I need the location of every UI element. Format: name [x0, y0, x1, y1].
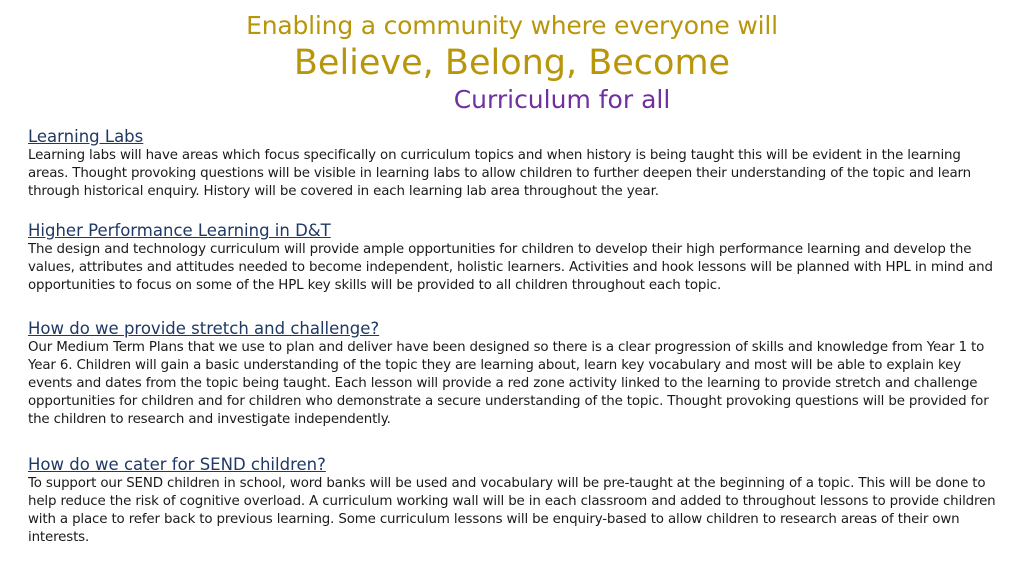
section-hpl-dt: [28, 220, 996, 295]
section-send: [28, 454, 996, 547]
section-heading: Learning Labs: [28, 127, 144, 146]
content-body: [28, 126, 996, 547]
section-text: Our Medium Term Plans that we use to plan and deliver have been designed so there is a clear progression of skills and knowledge from Year 1 to Year 6. Children will gain a basic understanding of the topic they are learning about, learn key vocabulary and most will be able to explain key events and dates from the topic being taught. Each lesson will provide a red zone activity linked to the learning to provide stretch and challenge opportunities for children and for children who demonstrate a secure understanding of the topic. Thought provoking questions will be provided for the children to research and investigate independently.: [28, 340, 989, 427]
header-tagline: Enabling a community where everyone will: [246, 11, 778, 40]
section-text: Learning labs will have areas which focus specifically on curriculum topics and when history is being taught this will be evident in the learning areas. Thought provoking questions will be visible in learning labs to allow children to further deepen their understanding of the topic and learn through historical enquiry. History will be covered in each learning lab area throughout the year.: [28, 148, 971, 199]
page-header: [0, 8, 1024, 116]
section-heading: How do we cater for SEND children?: [28, 455, 326, 474]
section-heading: How do we provide stretch and challenge?: [28, 319, 380, 338]
section-heading: Higher Performance Learning in D&T: [28, 221, 331, 240]
section-text: To support our SEND children in school, word banks will be used and vocabulary will be pre-taught at the beginning of a topic. This will be done to help reduce the risk of cognitive overload. A curriculum working wall will be in each classroom and added to throughout lessons to provide children with a place to refer back to previous learning. Some curriculum lessons will be enquiry-based to allow children to research areas of their own interests.: [28, 476, 996, 545]
section-learning-labs: [28, 126, 996, 201]
header-motto: Believe, Belong, Become: [293, 43, 731, 83]
section-text: The design and technology curriculum will provide ample opportunities for children to develop their high performance learning and develop the values, attributes and attitudes needed to become independent, holistic learners. Activities and hook lessons will be planned with HPL in mind and opportunities to focus on some of the HPL key skills will be provided to all children throughout each topic.: [28, 242, 993, 293]
header-subtitle: Curriculum for all: [453, 85, 671, 114]
section-stretch-challenge: [28, 318, 996, 429]
